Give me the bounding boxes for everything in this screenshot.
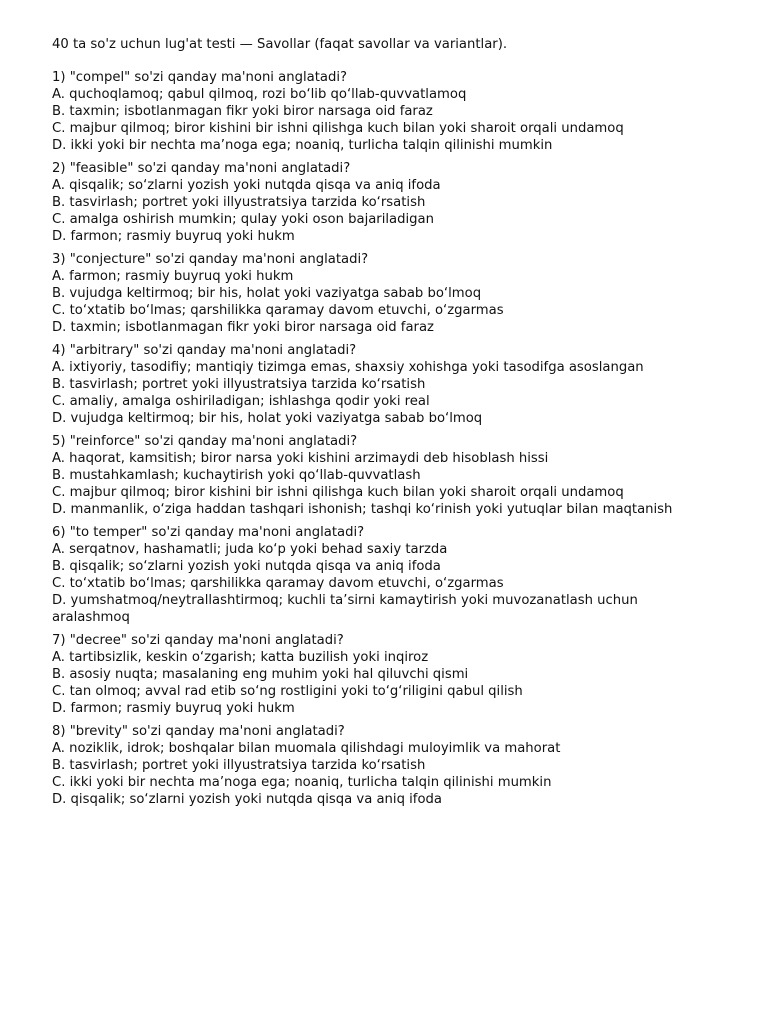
document-page — [52, 36, 712, 814]
option-b: B. tasvirlash; portret yoki illyustratsiya tarzida ko‘rsatish — [52, 195, 426, 210]
option-b: B. tasvirlash; portret yoki illyustratsiya tarzida ko‘rsatish — [52, 758, 426, 773]
document-title: 40 ta so'z uchun lug'at testi — Savollar (faqat savollar va variantlar). — [52, 37, 508, 52]
option-c: C. ikki yoki bir nechta ma’noga ega; noaniq, turlicha talqin qilinishi mumkin — [52, 775, 552, 790]
option-c: C. amaliy, amalga oshiriladigan; ishlashga qodir yoki real — [52, 394, 430, 409]
option-c: C. tan olmoq; avval rad etib so‘ng rostligini yoki to‘g‘riligini qabul qilish — [52, 684, 523, 699]
option-c: C. amalga oshirish mumkin; qulay yoki oson bajariladigan — [52, 212, 434, 227]
question-text: 8) "brevity" so'zi qanday ma'noni anglatadi? — [52, 724, 345, 739]
option-c: C. to‘xtatib bo‘lmas; qarshilikka qaramay davom etuvchi, o‘zgarmas — [52, 576, 504, 591]
option-d: D. qisqalik; so‘zlarni yozish yoki nutqda qisqa va aniq ifoda — [52, 792, 442, 807]
question-1 — [52, 69, 712, 154]
option-b: B. taxmin; isbotlanmagan fikr yoki biror narsaga oid faraz — [52, 104, 433, 119]
option-a: A. serqatnov, hashamatli; juda ko‘p yoki behad saxiy tarzda — [52, 542, 448, 557]
question-text: 1) "compel" so'zi qanday ma'noni anglatadi? — [52, 70, 347, 85]
option-a: A. quchoqlamoq; qabul qilmoq, rozi bo‘lib qo‘llab-quvvatlamoq — [52, 87, 467, 102]
option-d: D. taxmin; isbotlanmagan fikr yoki biror narsaga oid faraz — [52, 320, 434, 335]
question-text: 2) "feasible" so'zi qanday ma'noni anglatadi? — [52, 161, 351, 176]
option-b: B. vujudga keltirmoq; bir his, holat yoki vaziyatga sabab bo‘lmoq — [52, 286, 482, 301]
question-3 — [52, 251, 712, 336]
option-a: A. qisqalik; so‘zlarni yozish yoki nutqda qisqa va aniq ifoda — [52, 178, 441, 193]
option-d: D. yumshatmoq/neytrallashtirmoq; kuchli ta’sirni kamaytirish yoki muvozanatlash uchun aralashmoq — [52, 593, 638, 625]
question-8 — [52, 723, 712, 808]
option-b: B. asosiy nuqta; masalaning eng muhim yoki hal qiluvchi qismi — [52, 667, 469, 682]
question-2 — [52, 160, 712, 245]
question-text: 7) "decree" so'zi qanday ma'noni anglatadi? — [52, 633, 344, 648]
option-d: D. farmon; rasmiy buyruq yoki hukm — [52, 229, 295, 244]
option-a: A. ixtiyoriy, tasodifiy; mantiqiy tizimga emas, shaxsiy xohishga yoki tasodifga asoslangan — [52, 360, 644, 375]
option-c: C. majbur qilmoq; biror kishini bir ishni qilishga kuch bilan yoki sharoit orqali undamoq — [52, 485, 624, 500]
option-b: B. mustahkamlash; kuchaytirish yoki qo‘llab-quvvatlash — [52, 468, 421, 483]
question-text: 3) "conjecture" so'zi qanday ma'noni anglatadi? — [52, 252, 369, 267]
option-c: C. to‘xtatib bo‘lmas; qarshilikka qaramay davom etuvchi, o‘zgarmas — [52, 303, 504, 318]
option-a: A. tartibsizlik, keskin o‘zgarish; katta buzilish yoki inqiroz — [52, 650, 429, 665]
question-text: 4) "arbitrary" so'zi qanday ma'noni anglatadi? — [52, 343, 357, 358]
option-a: A. haqorat, kamsitish; biror narsa yoki kishini arzimaydi deb hisoblash hissi — [52, 451, 549, 466]
option-d: D. vujudga keltirmoq; bir his, holat yoki vaziyatga sabab bo‘lmoq — [52, 411, 483, 426]
question-5 — [52, 433, 712, 518]
option-d: D. farmon; rasmiy buyruq yoki hukm — [52, 701, 295, 716]
option-b: B. tasvirlash; portret yoki illyustratsiya tarzida ko‘rsatish — [52, 377, 426, 392]
option-a: A. farmon; rasmiy buyruq yoki hukm — [52, 269, 294, 284]
option-d: D. manmanlik, o‘ziga haddan tashqari ishonish; tashqi ko‘rinish yoki yutuqlar bilan maqtanish — [52, 502, 673, 517]
question-6 — [52, 524, 712, 626]
option-a: A. noziklik, idrok; boshqalar bilan muomala qilishdagi muloyimlik va mahorat — [52, 741, 561, 756]
option-d: D. ikki yoki bir nechta ma’noga ega; noaniq, turlicha talqin qilinishi mumkin — [52, 138, 553, 153]
option-c: C. majbur qilmoq; biror kishini bir ishni qilishga kuch bilan yoki sharoit orqali undamoq — [52, 121, 624, 136]
question-text: 6) "to temper" so'zi qanday ma'noni anglatadi? — [52, 525, 365, 540]
question-7 — [52, 632, 712, 717]
question-text: 5) "reinforce" so'zi qanday ma'noni anglatadi? — [52, 434, 358, 449]
question-4 — [52, 342, 712, 427]
option-b: B. qisqalik; so‘zlarni yozish yoki nutqda qisqa va aniq ifoda — [52, 559, 441, 574]
